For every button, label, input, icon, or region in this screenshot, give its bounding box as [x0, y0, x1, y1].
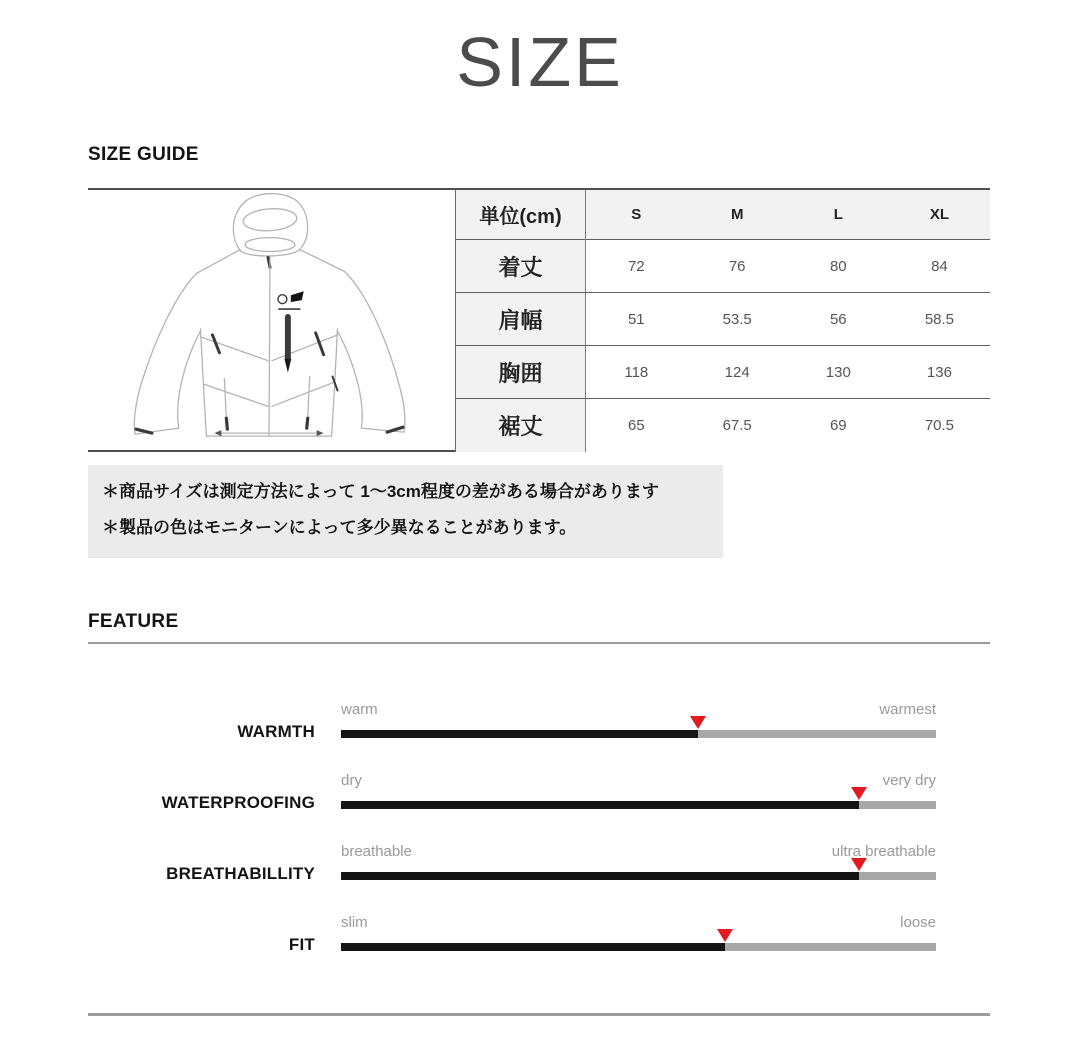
size-value-cell: 80 — [788, 240, 889, 293]
size-value-cell: 118 — [586, 346, 687, 399]
feature-heading: FEATURE — [88, 610, 179, 632]
note-line: ＊商品サイズは測定方法によって 1～3cm程度の差がある場合があります — [102, 481, 659, 501]
table-row — [456, 399, 991, 452]
size-value-cell: 69 — [788, 399, 889, 452]
size-header-s: S — [586, 190, 687, 240]
note-line: ＊製品の色はモニターンによって多少異なることがあります。 — [102, 518, 577, 538]
marker-triangle-icon — [851, 787, 867, 800]
table-header-row — [456, 190, 991, 240]
unit-header-cell: 単位(cm) — [456, 190, 586, 240]
size-guide-heading: SIZE GUIDE — [88, 143, 199, 165]
size-value-cell: 76 — [687, 240, 788, 293]
content-area — [88, 144, 990, 1016]
feature-bar-track — [341, 730, 936, 738]
measurement-label-cell: 肩幅 — [456, 293, 586, 346]
table-row — [456, 293, 991, 346]
feature-bar-zone — [341, 904, 936, 975]
page-title: SIZE — [456, 23, 624, 101]
feature-bar-fill — [341, 943, 725, 951]
section-divider — [88, 642, 990, 644]
bottom-divider — [88, 1013, 990, 1016]
size-value-cell: 70.5 — [889, 399, 990, 452]
feature-bar-zone — [341, 833, 936, 904]
feature-bar-fill — [341, 801, 859, 809]
size-value-cell: 53.5 — [687, 293, 788, 346]
feature-min-label: breathable — [341, 842, 412, 860]
table-row — [456, 240, 991, 293]
size-value-cell: 72 — [586, 240, 687, 293]
size-header-m: M — [687, 190, 788, 240]
feature-row-fit — [88, 904, 990, 975]
measurement-label-cell: 胸囲 — [456, 346, 586, 399]
size-notes — [88, 465, 723, 558]
size-header-l: L — [788, 190, 889, 240]
size-value-cell: 67.5 — [687, 399, 788, 452]
size-header-xl: XL — [889, 190, 990, 240]
measurement-label-cell: 裾丈 — [456, 399, 586, 452]
feature-row-warmth — [88, 691, 990, 762]
feature-label: WARMTH — [237, 721, 315, 741]
feature-bar-track — [341, 943, 936, 951]
feature-label: WATERPROOFING — [161, 792, 315, 812]
size-table — [455, 190, 990, 452]
jacket-illustration — [88, 190, 455, 450]
size-value-cell: 84 — [889, 240, 990, 293]
feature-max-label: warmest — [879, 700, 936, 718]
feature-bar-zone — [341, 691, 936, 762]
feature-bar-track — [341, 801, 936, 809]
feature-bar-track — [341, 872, 936, 880]
size-value-cell: 124 — [687, 346, 788, 399]
feature-min-label: dry — [341, 771, 362, 789]
feature-bar-fill — [341, 730, 698, 738]
size-value-cell: 51 — [586, 293, 687, 346]
feature-bars — [88, 691, 990, 975]
feature-label: BREATHABILLITY — [166, 863, 315, 883]
feature-max-label: very dry — [882, 771, 936, 789]
marker-triangle-icon — [851, 858, 867, 871]
feature-bar-fill — [341, 872, 859, 880]
size-value-cell: 130 — [788, 346, 889, 399]
size-value-cell: 56 — [788, 293, 889, 346]
measurement-label-cell: 着丈 — [456, 240, 586, 293]
jacket-line-art-icon — [88, 190, 455, 450]
size-guide-box — [88, 188, 990, 452]
size-value-cell: 65 — [586, 399, 687, 452]
feature-min-label: slim — [341, 913, 368, 931]
feature-row-waterproofing — [88, 762, 990, 833]
feature-min-label: warm — [341, 700, 378, 718]
marker-triangle-icon — [690, 716, 706, 729]
feature-row-breathability — [88, 833, 990, 904]
marker-triangle-icon — [717, 929, 733, 942]
table-row — [456, 346, 991, 399]
feature-max-label: ultra breathable — [831, 842, 936, 860]
feature-max-label: loose — [900, 913, 936, 931]
feature-bar-zone — [341, 762, 936, 833]
size-value-cell: 58.5 — [889, 293, 990, 346]
feature-label: FIT — [288, 934, 315, 954]
size-value-cell: 136 — [889, 346, 990, 399]
